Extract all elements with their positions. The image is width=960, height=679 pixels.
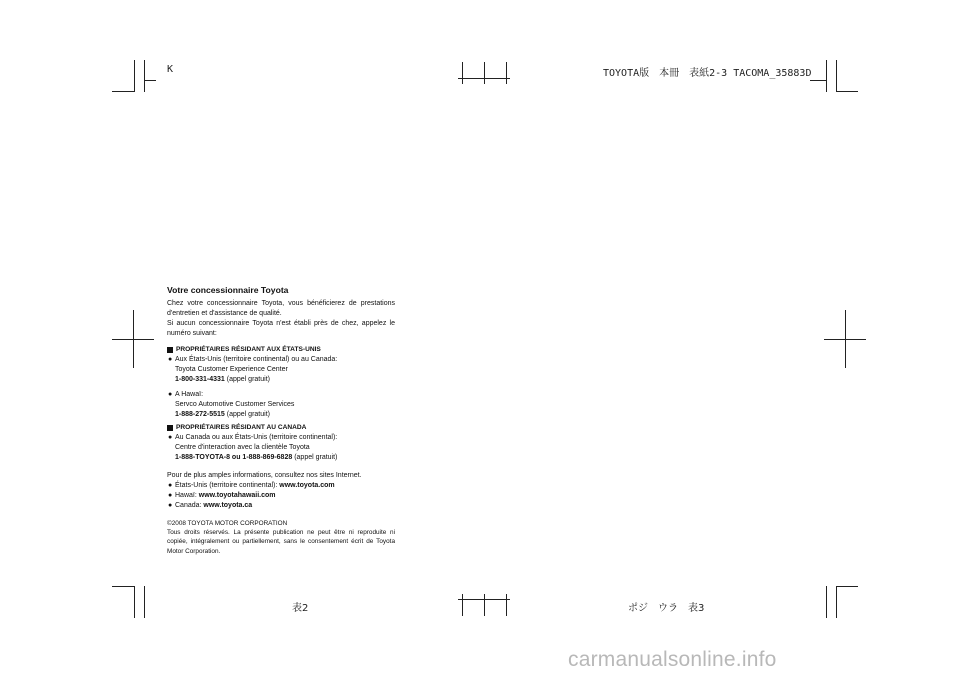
contact-phone-line: 1-800-331-4331 (appel gratuit) — [175, 376, 270, 383]
list-item: ● Aux États-Unis (territoire continental) ou au Canada: — [168, 356, 338, 363]
crop-mark — [506, 594, 507, 616]
crop-mark — [134, 586, 135, 618]
web-item: ● Hawaï: www.toyotahawaii.com — [168, 492, 276, 499]
crop-mark — [826, 60, 827, 92]
bullet-icon: ● — [168, 391, 173, 398]
section-heading-usa: PROPRIÉTAIRES RÉSIDANT AUX ÉTATS-UNIS — [167, 345, 395, 355]
crop-mark — [144, 586, 145, 618]
crop-mark — [484, 62, 485, 84]
crop-mark — [484, 594, 485, 616]
crop-mark — [462, 594, 463, 616]
crop-mark — [836, 586, 858, 587]
phone-number: 1-800-331-4331 — [175, 376, 225, 383]
crop-mark — [144, 60, 145, 92]
crop-mark — [134, 60, 135, 92]
intro-paragraph-2: Si aucun concessionnaire Toyota n'est établi près de chez, appelez le numéro suivant: — [167, 320, 395, 337]
bullet-icon: ● — [168, 492, 173, 499]
square-bullet-icon — [167, 347, 173, 353]
web-intro: Pour de plus amples informations, consultez nos sites Internet. — [167, 472, 362, 479]
crop-mark — [112, 91, 134, 92]
section-heading-canada: PROPRIÉTAIRES RÉSIDANT AU CANADA — [167, 423, 395, 433]
contact-name: Servco Automotive Customer Services — [175, 401, 295, 408]
contact-name: Toyota Customer Experience Center — [175, 366, 288, 373]
crop-mark — [826, 586, 827, 618]
dealer-info-block — [167, 284, 395, 556]
list-item: ● A Hawaï: — [168, 391, 204, 398]
crop-mark — [836, 60, 837, 92]
contact-name: Centre d'interaction avec la clientèle Toyota — [175, 444, 310, 451]
intro-paragraph: Chez votre concessionnaire Toyota, vous bénéficierez de prestations d'entretien et d'assistance de qualité. — [167, 300, 395, 317]
crop-mark — [506, 62, 507, 84]
crop-mark — [133, 310, 134, 368]
bullet-icon: ● — [168, 434, 173, 441]
web-item: ● États-Unis (territoire continental): www.toyota.com — [168, 482, 335, 489]
footer-left-page: 表2 — [292, 603, 309, 614]
crop-mark — [810, 80, 826, 81]
contact-phone-line: 1-888-272-5515 (appel gratuit) — [175, 411, 270, 418]
footer-right-page: ポジ ウラ 表3 — [628, 603, 705, 614]
copyright-line: ©2008 TOYOTA MOTOR CORPORATION — [167, 520, 288, 527]
crop-mark — [112, 586, 134, 587]
contact-phone-line: 1-888-TOYOTA-8 ou 1-888-869-6828 (appel gratuit) — [175, 454, 338, 461]
rights-paragraph: Tous droits réservés. La présente publication ne peut être ni reproduite ni copiée, intégralement ou partiellement, sans le consentement écrit de Toyota Motor Corporation. — [167, 529, 395, 555]
phone-number: 1-888-TOYOTA-8 ou 1-888-869-6828 — [175, 454, 293, 461]
phone-number: 1-888-272-5515 — [175, 411, 225, 418]
website-link[interactable]: www.toyotahawaii.com — [198, 492, 276, 499]
bullet-icon: ● — [168, 356, 173, 363]
watermark: carmanualsonline.info — [568, 648, 777, 671]
website-link[interactable]: www.toyota.ca — [203, 502, 253, 509]
bullet-icon: ● — [168, 482, 173, 489]
crop-mark — [836, 91, 858, 92]
crop-mark — [845, 310, 846, 368]
bullet-icon: ● — [168, 502, 173, 509]
header-left-mark: K — [167, 64, 174, 75]
header-right-label: TOYOTA版 本冊 表紙2-3 TACOMA_35883D — [603, 68, 812, 79]
website-link[interactable]: www.toyota.com — [279, 482, 335, 489]
crop-mark — [462, 62, 463, 84]
list-item: ● Au Canada ou aux États-Unis (territoire continental): — [168, 434, 338, 441]
crop-mark — [144, 80, 156, 81]
square-bullet-icon — [167, 425, 173, 431]
crop-mark — [836, 586, 837, 618]
page-title: Votre concessionnaire Toyota — [167, 285, 289, 295]
web-item: ● Canada: www.toyota.ca — [168, 502, 253, 509]
